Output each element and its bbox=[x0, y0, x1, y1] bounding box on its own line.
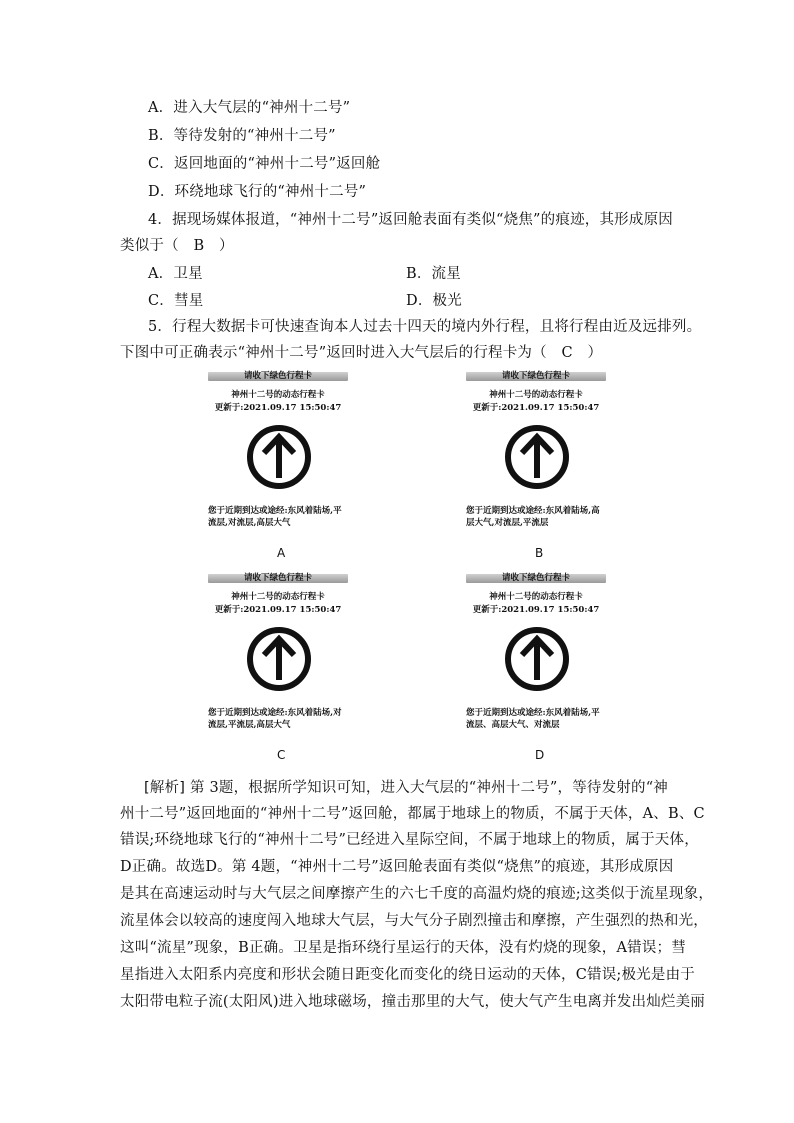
card-label-c: C bbox=[277, 748, 286, 762]
analysis-line-7: 这叫“流星”现象，B正确。卫星是指环绕行星运行的天体，没有灼烧的现象，A错误；彗 bbox=[120, 940, 686, 956]
q4-option-c: C．彗星 bbox=[148, 293, 204, 309]
analysis-line-8: 星指进入太阳系内亮度和形状会随日距变化而变化的绕日运动的天体，C错误;极光是由于 bbox=[120, 967, 695, 983]
up-arrow-icon bbox=[504, 626, 570, 692]
q5-stem-line2: 下图中可正确表示“神州十二号”返回时进入大气层后的行程卡为（ C ） bbox=[120, 345, 603, 361]
q4-option-d: D．极光 bbox=[406, 293, 462, 309]
q3-option-d: D．环绕地球飞行的“神州十二号” bbox=[148, 184, 367, 200]
analysis-line-2: 州十二号”返回地面的“神州十二号”返回舱，都属于地球上的物质，不属于天体，A、B、C bbox=[120, 806, 705, 822]
analysis-line-5: 是其在高速运动时与大气层之间摩擦产生的六七千度的高温灼烧的痕迹;这类似于流星现象， bbox=[120, 886, 714, 902]
card-header-label: 请收下绿色行程卡 bbox=[501, 371, 570, 381]
card-header-label: 请收下绿色行程卡 bbox=[243, 573, 312, 583]
trip-card-a bbox=[208, 372, 348, 532]
trip-card-d bbox=[466, 574, 606, 734]
card-label-d: D bbox=[535, 748, 545, 762]
card-updated-time: 更新于:2021.09.17 15:50:47 bbox=[214, 403, 342, 413]
q3-option-b: B．等待发射的“神州十二号” bbox=[148, 128, 336, 144]
card-label-b: B bbox=[535, 546, 544, 560]
card-route: 您于近期到达或途经:东风着陆场,高层大气,对流层,平流层 bbox=[466, 506, 600, 528]
q3-option-c: C．返回地面的“神州十二号”返回舱 bbox=[148, 156, 381, 172]
card-title: 神州十二号的动态行程卡 bbox=[231, 390, 325, 400]
analysis-tag: [解析] bbox=[144, 780, 186, 796]
card-header-label: 请收下绿色行程卡 bbox=[243, 371, 312, 381]
card-title: 神州十二号的动态行程卡 bbox=[489, 390, 583, 400]
analysis-line-1: 第 3题，根据所学知识可知，进入大气层的“神州十二号”，等待发射的“神 bbox=[189, 780, 669, 796]
card-route: 您于近期到达或途经:东风着陆场,平流层,对流层,高层大气 bbox=[208, 506, 342, 528]
card-title: 神州十二号的动态行程卡 bbox=[489, 592, 583, 602]
q5-stem-line1: 5．行程大数据卡可快速查询本人过去十四天的境内外行程，且将行程由近及远排列。 bbox=[148, 319, 702, 335]
q4-stem-line1: 4．据现场媒体报道，“神州十二号”返回舱表面有类似“烧焦”的痕迹，其形成原因 bbox=[148, 212, 673, 228]
analysis-line-9: 太阳带电粒子流(太阳风)进入地球磁场，撞击那里的大气，使大气产生电离并发出灿烂美丽 bbox=[120, 994, 706, 1010]
analysis-line-6: 流星体会以较高的速度闯入地球大气层，与大气分子剧烈撞击和摩擦，产生强烈的热和光， bbox=[120, 913, 708, 929]
up-arrow-icon bbox=[504, 424, 570, 490]
q4-option-b: B．流星 bbox=[406, 266, 461, 282]
card-route: 您于近期到达或途经:东风着陆场,平流层、高层大气、对流层 bbox=[466, 708, 600, 730]
q4-stem-line2: 类似于（ B ） bbox=[120, 238, 234, 254]
card-updated-time: 更新于:2021.09.17 15:50:47 bbox=[472, 403, 600, 413]
analysis-first-line bbox=[144, 776, 668, 797]
analysis-line-3: 错误;环绕地球飞行的“神州十二号”已经进入星际空间，不属于地球上的物质，属于天体， bbox=[120, 832, 699, 848]
card-label-a: A bbox=[277, 546, 286, 560]
card-title: 神州十二号的动态行程卡 bbox=[231, 592, 325, 602]
up-arrow-icon bbox=[246, 626, 312, 692]
trip-card-b bbox=[466, 372, 606, 532]
trip-card-c bbox=[208, 574, 348, 734]
card-updated-time: 更新于:2021.09.17 15:50:47 bbox=[214, 605, 342, 615]
up-arrow-icon bbox=[246, 424, 312, 490]
q4-option-a: A．卫星 bbox=[148, 266, 203, 282]
card-updated-time: 更新于:2021.09.17 15:50:47 bbox=[472, 605, 600, 615]
card-header-label: 请收下绿色行程卡 bbox=[501, 573, 570, 583]
analysis-line-4: D正确。故选D。第 4题，“神州十二号”返回舱表面有类似“烧焦”的痕迹，其形成原因 bbox=[120, 859, 674, 875]
card-route: 您于近期到达或途经:东风着陆场,对流层,平流层,高层大气 bbox=[208, 708, 342, 730]
q3-option-a: A．进入大气层的“神州十二号” bbox=[148, 100, 351, 116]
